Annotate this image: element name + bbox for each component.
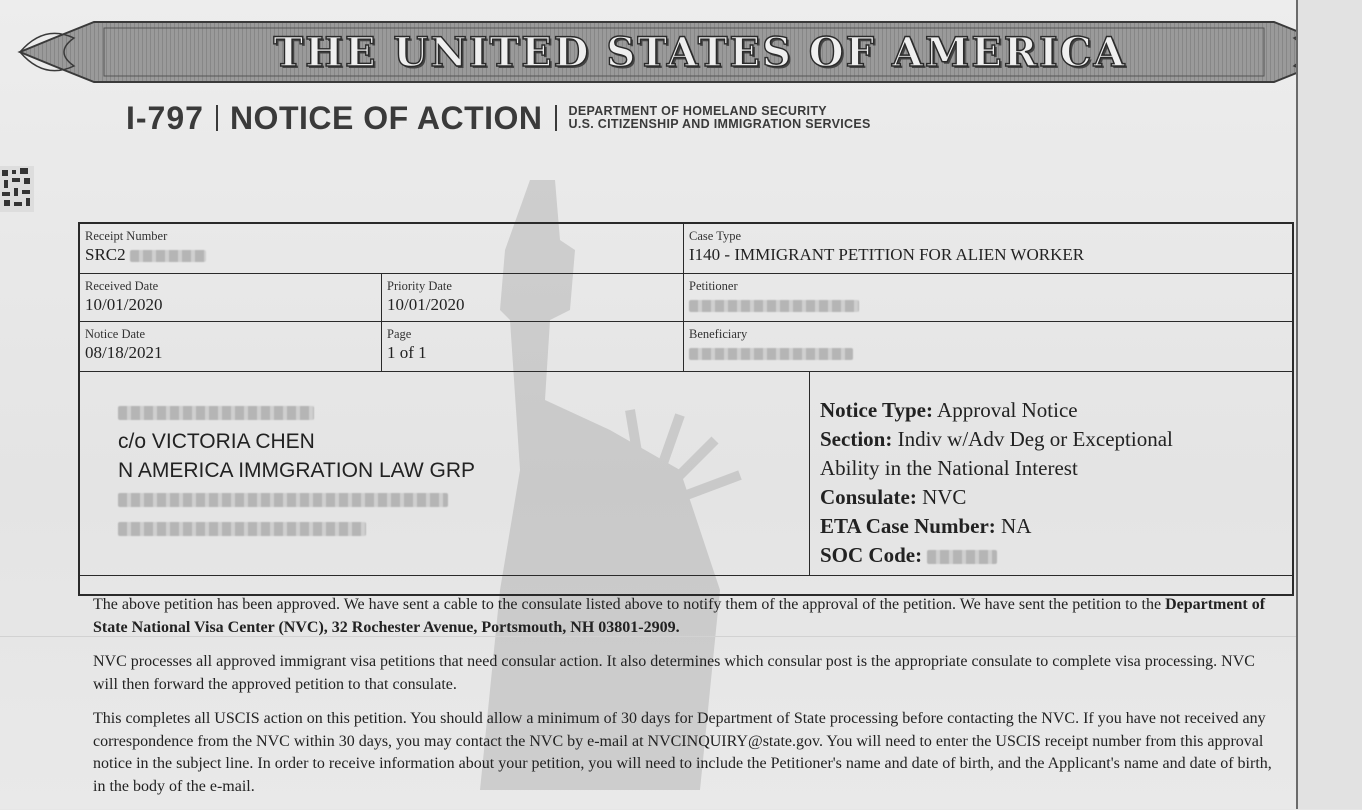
paragraph-1 [93, 594, 1283, 639]
divider [216, 105, 218, 131]
address-line-3: N AMERICA IMMGRATION LAW GRP [118, 459, 476, 482]
redacted-block [118, 406, 314, 420]
priority-date-cell [382, 274, 684, 322]
paragraph-3: This completes all USCIS action on this petition. You should allow a minimum of 30 days for Department of State processing before contacting the NVC. If you have not received any correspondence from the NVC within 30 days, you may contact the NVC by e-mail at NVCINQUIRY@state.gov. You will need to enter the USCIS receipt number from this approval notice in the subject line. In order to receive information about your petition, you will need to include the Petitioner's name and date of birth, and the Applicant's name and date of birth, in the body of the e-mail. [93, 710, 1272, 795]
section-value: Indiv w/Adv Deg or Exceptional [897, 427, 1173, 451]
consulate-row [820, 483, 1173, 512]
section-label: Section: [820, 427, 893, 451]
page-value: 1 of 1 [387, 343, 427, 362]
redacted-block [689, 348, 853, 360]
beneficiary-label: Beneficiary [689, 327, 748, 341]
page-cell [382, 322, 684, 372]
redacted-block [689, 300, 859, 312]
receipt-number-value [85, 245, 206, 265]
soc-row [820, 541, 1173, 570]
consulate-label: Consulate: [820, 485, 917, 509]
qr-code [0, 166, 34, 212]
agency-line-2: U.S. CITIZENSHIP AND IMMIGRATION SERVICES [568, 117, 871, 131]
address-line-5 [118, 514, 475, 543]
notice-type-row [820, 396, 1173, 425]
form-name: NOTICE OF ACTION [229, 99, 543, 136]
divider [555, 105, 557, 131]
notice-date-cell [80, 322, 382, 372]
received-date-cell [80, 274, 382, 322]
section-row-cont: Ability in the National Interest [820, 456, 1078, 480]
eta-label: ETA Case Number: [820, 514, 996, 538]
address-line-4 [118, 485, 475, 514]
soc-label: SOC Code: [820, 543, 923, 567]
redacted-block [927, 550, 997, 564]
eta-row [820, 512, 1173, 541]
redacted-block [118, 493, 448, 507]
notice-date-value: 08/18/2021 [85, 343, 163, 362]
form-title [126, 96, 871, 140]
received-date-value: 10/01/2020 [85, 295, 163, 314]
paper-fold [0, 636, 1296, 637]
banner-title: THE UNITED STATES OF AMERICA [273, 28, 1127, 76]
section-row [820, 425, 1173, 454]
paragraph-1-bold: Department of State National Visa Center (NVC), 32 Rochester Avenue, Portsmouth, NH 03801-2909. [93, 596, 1266, 636]
eta-value: NA [1001, 514, 1032, 538]
receipt-number-text: SRC2 [85, 245, 126, 264]
notice-details [820, 396, 1173, 570]
mailing-address [118, 398, 475, 543]
page-label: Page [387, 327, 412, 341]
notice-type-label: Notice Type: [820, 398, 933, 422]
paragraph-2: NVC processes all approved immigrant visa petitions that need consular action. It also determines which consular post is the appropriate consulate to complete visa processing. NVC will then forward the approved petition to that consulate. [93, 653, 1255, 693]
beneficiary-value [689, 343, 853, 363]
priority-date-value: 10/01/2020 [387, 295, 465, 314]
agency-line-1: DEPARTMENT OF HOMELAND SECURITY [568, 104, 827, 118]
paragraph-1-text: The above petition has been approved. We have sent a cable to the consulate listed above to notify them of the approval of the petition. We have sent the petition to the [93, 596, 1166, 613]
address-line-2: c/o VICTORIA CHEN [118, 430, 315, 453]
petitioner-value [689, 295, 859, 315]
receipt-number-label: Receipt Number [85, 229, 168, 243]
case-type-label: Case Type [689, 229, 742, 243]
background-strip [1298, 0, 1362, 809]
priority-date-label: Priority Date [387, 279, 452, 293]
beneficiary-cell [684, 322, 1294, 372]
received-date-label: Received Date [85, 279, 159, 293]
notice-body [93, 594, 1283, 810]
consulate-value: NVC [922, 485, 967, 509]
redacted-block [130, 250, 206, 262]
banner [14, 18, 1354, 86]
form-number: I-797 [126, 99, 204, 136]
address-line-1 [118, 398, 475, 427]
petitioner-cell [684, 274, 1294, 322]
agency-name [569, 105, 871, 131]
notice-date-label: Notice Date [85, 327, 146, 341]
redacted-block [118, 522, 366, 536]
petitioner-label: Petitioner [689, 279, 738, 293]
case-type-cell [684, 224, 1294, 274]
notice-type-value: Approval Notice [937, 398, 1078, 422]
case-type-value: I140 - IMMIGRANT PETITION FOR ALIEN WORKER [689, 245, 1085, 264]
receipt-number-cell [80, 224, 684, 274]
